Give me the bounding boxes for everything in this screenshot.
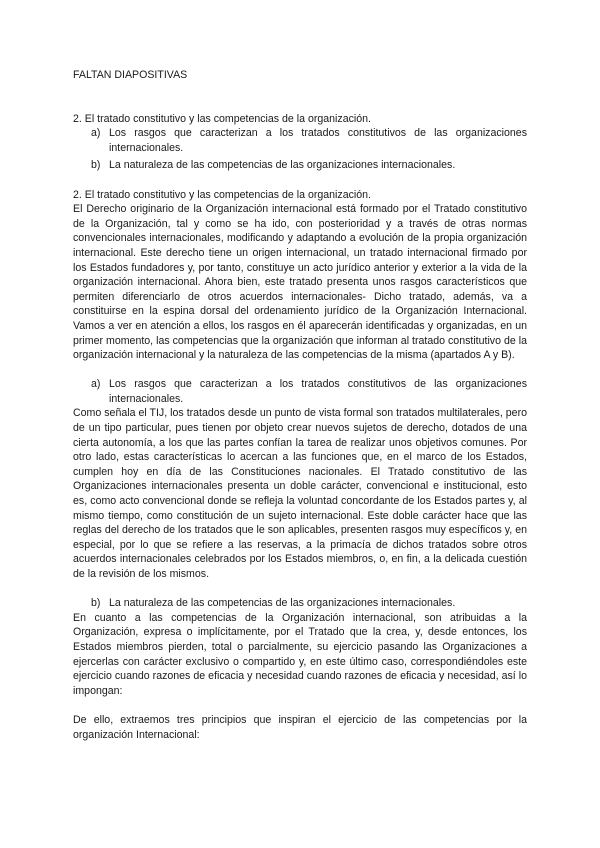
document-content bbox=[73, 68, 527, 742]
document-title: FALTAN DIAPOSITIVAS bbox=[73, 69, 188, 81]
outline-item-b-text: La naturaleza de las competencias de las organizaciones internacionales. bbox=[109, 159, 456, 172]
section-b-marker: b) bbox=[91, 597, 101, 610]
outline-item-a bbox=[73, 126, 527, 155]
section-a-body: Como señala el TIJ, los tratados desde un punto de vista formal son tratados multilaterales, pero de un tipo particular, pues tienen por objeto crear nuevos sujetos de derecho, dotados de una cierta autonomía, a los que las partes confían la tarea de realizar unos objetivos comunes. Por otro lado, estas características lo acercan a las funciones que, en el marco de los Estados, cumplen hoy en día de las Constituciones nacionales. El Tratado constitutivo de las Organizaciones internacionales presenta un doble carácter, convencional e institucional, esto es, como acto convencional donde se refleja la voluntad concordante de los Estados partes y, al mismo tiempo, como constitución de un sujeto internacional. Este doble carácter hace que las reglas del derecho de los tratados que le son aplicables, presenten rasgos muy específicos y, en especial, por lo que se refiere a las reservas, a la primacía de dichos tratados sobre otros acuerdos internacionales celebrados por los Estados miembros, o, en fin, a la delicada cuestión de la revisión de los mismos. bbox=[73, 407, 527, 580]
outline-item-a-text: Los rasgos que caracterizan a los tratados constitutivos de las organizaciones internacionales. bbox=[109, 127, 527, 154]
section-b-heading bbox=[73, 596, 527, 611]
outline-item-b-marker: b) bbox=[91, 159, 101, 172]
section-2-heading: 2. El tratado constitutivo y las competencias de la organización. bbox=[73, 188, 371, 201]
spacer bbox=[73, 363, 527, 378]
section-b-body: En cuanto a las competencias de la Organización internacional, son atribuidas a la Organización, expresa o implícitamente, por el Tratado que la crea, y, desde entonces, los Estados miembros pierden, total o parcialmente, su ejercicio pasando las Organizaciones a ejercerlas con carácter exclusivo o compartido y, en este último caso, correspondiéndoles este ejercicio cuando razones de eficacia y necesidad cuando razones de eficacia y necesidad, así lo impongan: bbox=[73, 611, 527, 697]
spacer bbox=[73, 83, 527, 112]
section-a-marker: a) bbox=[91, 378, 101, 391]
spacer bbox=[73, 173, 527, 188]
outline-item-b bbox=[73, 158, 527, 173]
outline-item-a-marker: a) bbox=[91, 127, 101, 140]
section-b-heading-text: La naturaleza de las competencias de las organizaciones internacionales. bbox=[109, 597, 456, 610]
section-b-closing: De ello, extraemos tres principios que inspiran el ejercicio de las competencias por la organización Internacional: bbox=[73, 713, 527, 741]
spacer bbox=[73, 698, 527, 713]
outline-heading: 2. El tratado constitutivo y las competencias de la organización. bbox=[73, 112, 371, 125]
section-2-body: El Derecho originario de la Organización internacional está formado por el Tratado constitutivo de la Organización, tal y como se ha ido, con posterioridad y a través de otras normas convencionales internacionales, modificando y adaptando a evolución de la propia organización internacional. Este derecho tiene un origen internacional, un tratado internacional firmado por los Estados fundadores y, por tanto, constituye un acto jurídico anterior y exterior a la vida de la organización internacional. Ahora bien, este tratado presenta unos rasgos característicos que permiten diferenciarlo de otros acuerdos internacionales- Dicho tratado, además, va a constituirse en la espina dorsal del ordenamiento jurídico de la Organización Internacional. Vamos a ver en atención a ellos, los rasgos en él aparecerán identificadas y organizadas, en un primer momento, las competencias que la organización que informan al tratado constitutivo de la organización internacional y la naturaleza de las competencias de la misma (apartados A y B). bbox=[73, 203, 527, 362]
section-a-heading bbox=[73, 377, 527, 406]
spacer bbox=[73, 582, 527, 597]
section-a-heading-text: Los rasgos que caracterizan a los tratados constitutivos de las organizaciones internacionales. bbox=[109, 378, 527, 405]
